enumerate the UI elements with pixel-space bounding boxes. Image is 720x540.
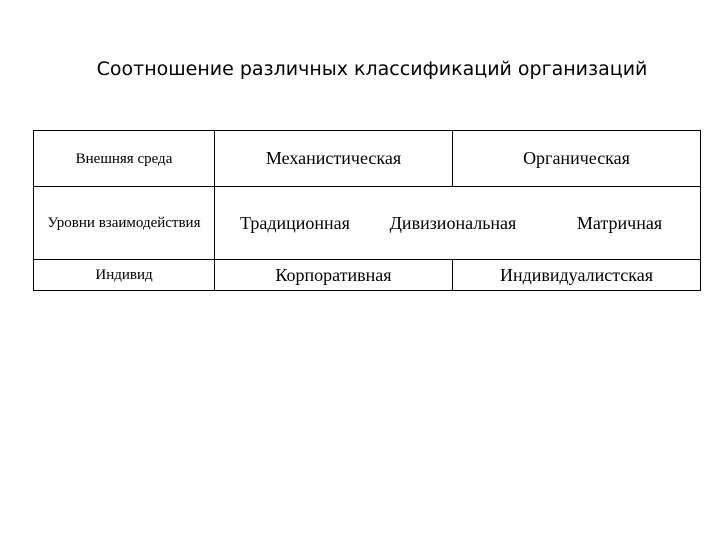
classification-table	[33, 130, 701, 291]
row-label-external-environment: Внешняя среда	[75, 150, 173, 167]
cell-divisional: Дивизиональная	[389, 212, 517, 233]
cell-corporate: Корпоративная	[275, 264, 392, 285]
cell-individualist: Индивидуалистская	[499, 264, 654, 285]
row-label-interaction-levels: Уровни взаимодействия	[47, 215, 201, 231]
cell-organic: Органическая	[523, 148, 630, 168]
cell-matrix: Матричная	[576, 212, 663, 233]
cell-traditional: Традиционная	[240, 212, 350, 233]
slide-title: Соотношение различных классификаций организаций	[96, 58, 648, 80]
row-label-individual: Индивид	[95, 267, 153, 283]
cell-mechanistic: Механистическая	[265, 148, 402, 168]
